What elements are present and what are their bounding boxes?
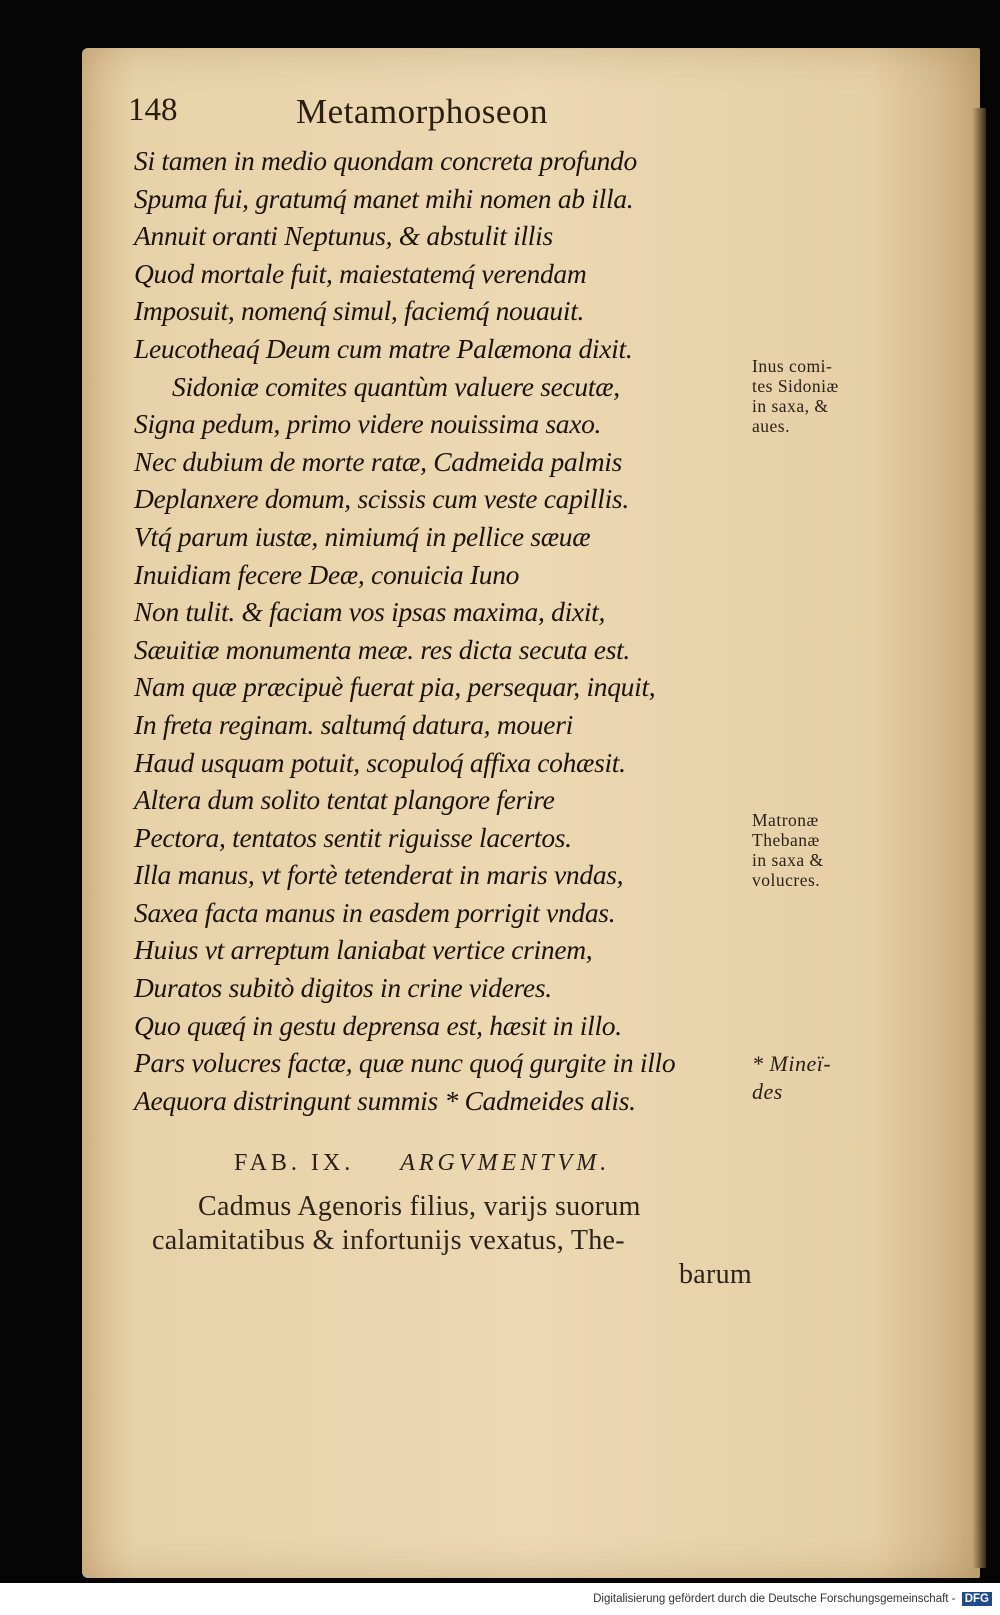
margin-note-line: volucres. [752, 870, 821, 890]
margin-note-line: in saxa & [752, 850, 824, 870]
verse-line: Pectora, tentatos sentit riguisse lacertos. [134, 821, 572, 853]
margin-note-ino-companions [752, 356, 882, 436]
verse-line: Aequora distringunt summis * Cadmeides alis. [134, 1084, 636, 1116]
margin-note-theban-matrons [752, 810, 882, 890]
page-header [128, 92, 728, 142]
verse-line: Quo quæq́ in gestu deprensa est, hæsit in illo. [134, 1009, 622, 1041]
digitization-credit [0, 1583, 1000, 1615]
verse-line: Duratos subitò digitos in crine videres. [134, 972, 552, 1004]
verse-line: Sidoniæ comites quantùm valuere secutæ, [172, 370, 620, 402]
verse-line: Si tamen in medio quondam concreta profundo [134, 145, 637, 176]
margin-note-line: in saxa, & [752, 396, 829, 416]
verse-line: Huius vt arreptum laniabat vertice crinem, [134, 934, 593, 966]
verse-line: Vtq́ parum iustæ, nimiumq́ in pellice sæuæ [134, 520, 591, 552]
verse-line: Quod mortale fuit, maiestatemq́ verendam [134, 257, 587, 289]
catchword: barum [678, 1259, 752, 1290]
verse-line: Inuidiam fecere Deæ, conuicia Iuno [134, 558, 520, 590]
fable-number: FAB. IX. [234, 1150, 355, 1176]
margin-note-mineides [752, 1050, 882, 1106]
margin-note-line: Thebanæ [752, 830, 820, 850]
verse-line: Deplanxere domum, scissis cum veste capillis. [134, 483, 629, 515]
argument-paragraph [152, 1190, 752, 1292]
verse-line: Leucotheaq́ Deum cum matre Palæmona dixit. [134, 332, 633, 364]
margin-note-line: * Mineï- [752, 1051, 832, 1076]
verse-line: Annuit oranti Neptunus, & abstulit illis [134, 220, 553, 252]
margin-note-line: Inus comi- [752, 356, 833, 376]
verse-line: Nam quæ præcipuè fuerat pia, persequar, inquit, [134, 671, 656, 703]
argument-line: calamitatibus & infortunijs vexatus, The- [152, 1225, 625, 1256]
running-title: Metamorphoseon [296, 92, 548, 131]
verse-line: In freta reginam. saltumq́ datura, moueri [134, 708, 573, 740]
verse-line: Non tulit. & faciam vos ipsas maxima, dixit, [134, 596, 606, 628]
verse-line: Pars volucres factæ, quæ nunc quoq́ gurgite in illo [134, 1047, 676, 1079]
page-number: 148 [128, 92, 178, 128]
argument-line: Cadmus Agenoris filius, varijs suorum [198, 1191, 641, 1222]
verse-line: Illa manus, vt fortè tetenderat in maris vndas, [134, 859, 624, 891]
dfg-logo: DFG [962, 1592, 992, 1606]
verse-line: Nec dubium de morte ratæ, Cadmeida palmis [134, 445, 623, 477]
verse-line: Signa pedum, primo videre nouissima saxo. [134, 408, 602, 440]
verse-line: Haud usquam potuit, scopuloq́ affixa cohæsit. [134, 746, 626, 778]
margin-note-line: tes Sidoniæ [752, 376, 839, 396]
page-edge [972, 108, 986, 1568]
verse-line: Sæuitiæ monumenta meæ. res dicta secuta est. [134, 633, 631, 665]
argument-label: ARGVMENTVM. [400, 1150, 611, 1176]
margin-note-line: aues. [752, 416, 790, 436]
margin-note-line: Matronæ [752, 810, 819, 830]
verse-line: Saxea facta manus in easdem porrigit vndas. [134, 896, 616, 928]
verse-line: Spuma fui, gratumq́ manet mihi nomen ab illa. [134, 182, 634, 214]
fable-heading [234, 1150, 774, 1177]
verse-line: Altera dum solito tentat plangore ferire [134, 784, 555, 816]
verse-line: Imposuit, nomenq́ simul, faciemq́ nouauit. [134, 295, 585, 327]
verse-text [134, 142, 774, 1119]
margin-note-line: des [752, 1079, 783, 1104]
credit-text: Digitalisierung gefördert durch die Deutsche Forschungsgemeinschaft - [593, 1593, 956, 1605]
